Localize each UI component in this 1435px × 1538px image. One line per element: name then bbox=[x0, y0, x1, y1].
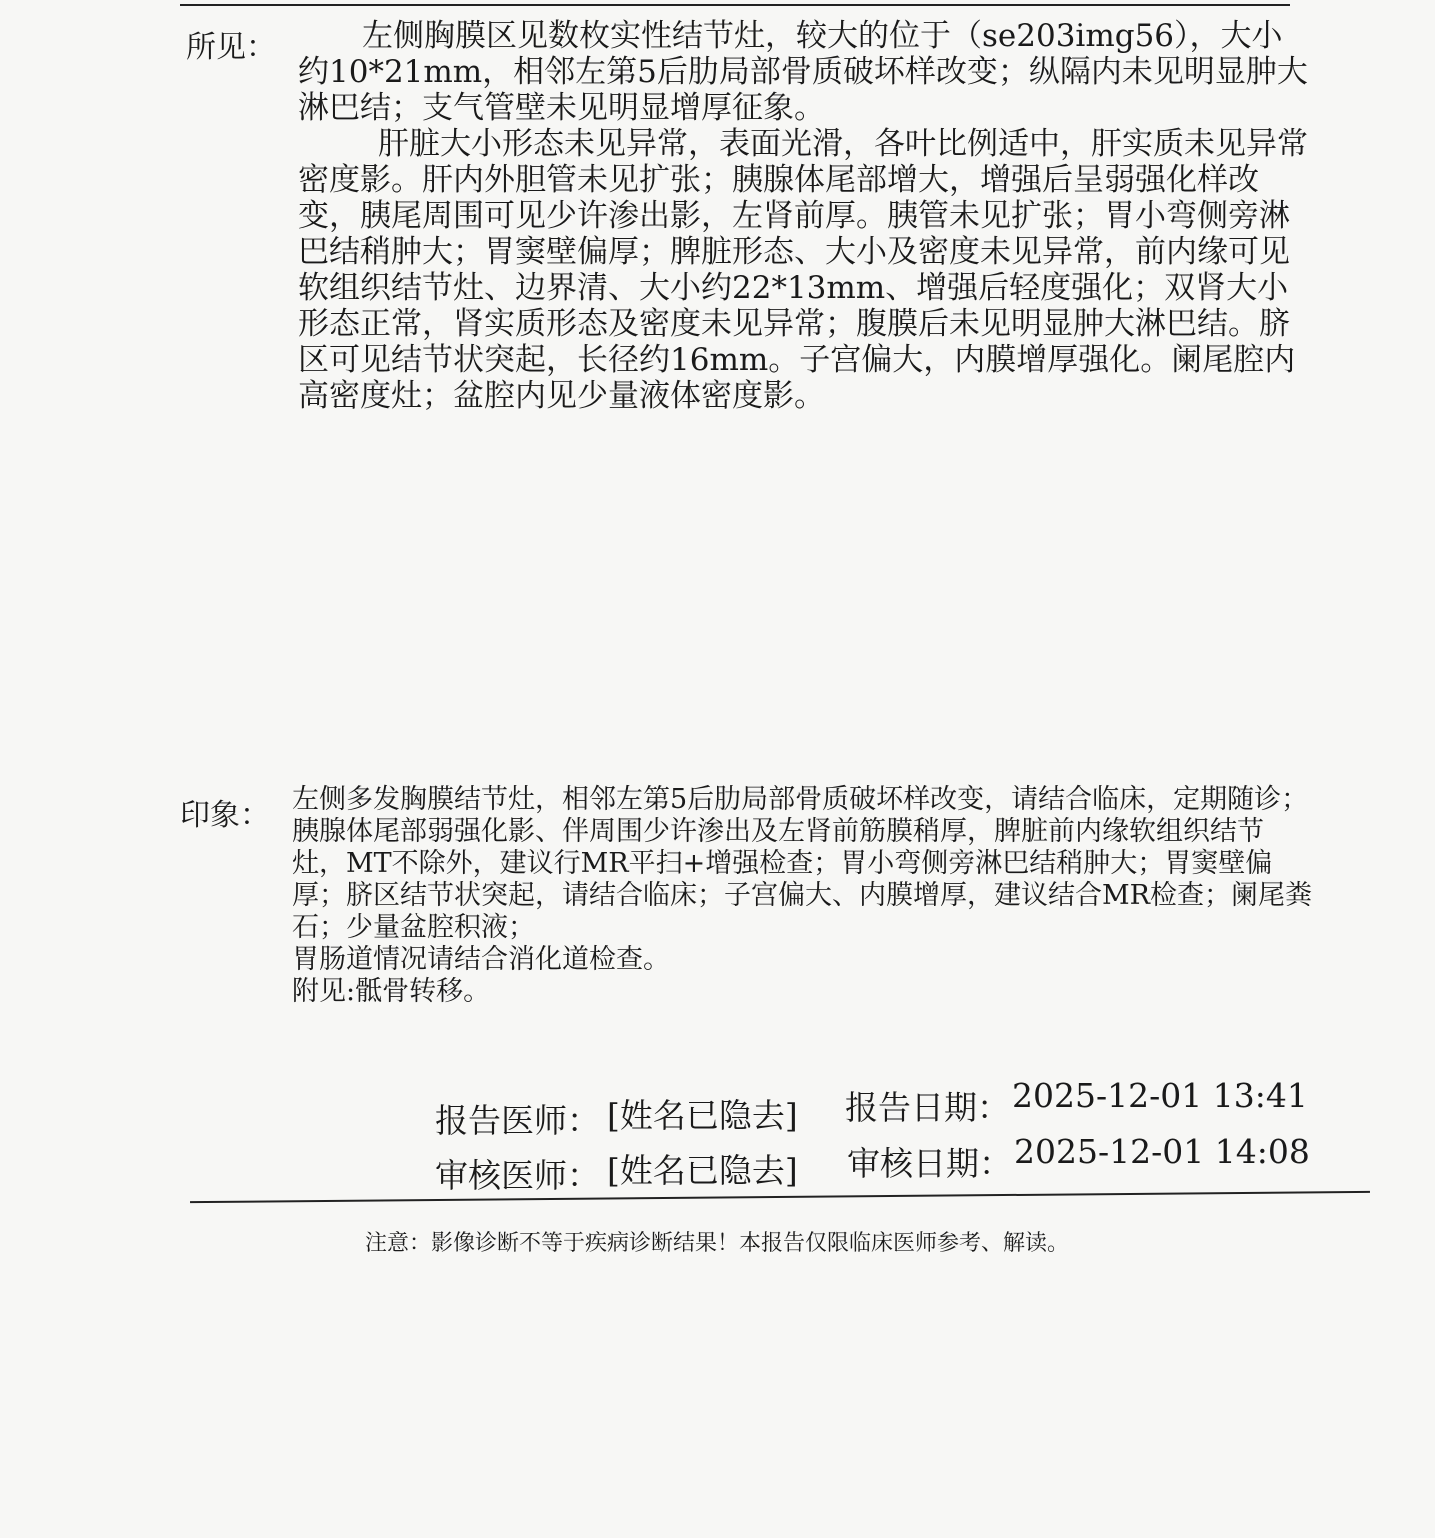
impression-block bbox=[292, 784, 1312, 1008]
disclaimer-notice: 注意：影像诊断不等于疾病诊断结果！本报告仅限临床医师参考、解读。 bbox=[365, 1231, 1070, 1256]
report-doctor-name: [姓名已隐去] bbox=[607, 1096, 798, 1135]
impression-item: 附见:骶骨转移。 bbox=[292, 976, 491, 1007]
impression-item: 胃肠道情况请结合消化道检查。 bbox=[292, 944, 670, 975]
impression-item: 左侧多发胸膜结节灶，相邻左第5后肋局部骨质破坏样改变，请结合临床，定期随诊； bbox=[292, 784, 1309, 815]
findings-paragraph-1: 左侧胸膜区见数枚实性结节灶，较大的位于（se203img56），大小约10*21mm，相邻左第5后肋局部骨质破坏样改变；纵隔内未见明显肿大淋巴结；支气管壁未见明显增厚征象。 bbox=[298, 18, 1308, 126]
report-date: 2025-12-01 13:41 bbox=[1012, 1076, 1308, 1115]
review-doctor-name: [姓名已隐去] bbox=[607, 1151, 798, 1190]
impression-label: 印象： bbox=[180, 798, 270, 833]
review-date-label: 审核日期： bbox=[847, 1144, 1012, 1183]
report-date-label: 报告日期： bbox=[845, 1088, 1010, 1127]
review-date: 2025-12-01 14:08 bbox=[1014, 1132, 1310, 1171]
findings-label: 所见： bbox=[186, 30, 276, 65]
review-doctor-label: 审核医师： bbox=[435, 1156, 600, 1195]
impression-item: 胰腺体尾部弱强化影、伴周围少许渗出及左肾前筋膜稍厚，脾脏前内缘软组织结节灶，MT不除外，建议行MR平扫+增强检查；胃小弯侧旁淋巴结稍肿大；胃窦壁偏厚；脐区结节状突起，请结合临床；子宫偏大、内膜增厚，建议结合MR检查；阑尾粪石；少量盆腔积液； bbox=[292, 816, 1312, 943]
top-rule bbox=[180, 4, 1290, 6]
bottom-rule bbox=[190, 1191, 1370, 1203]
findings-paragraph-2: 肝脏大小形态未见异常，表面光滑，各叶比例适中，肝实质未见异常密度影。肝内外胆管未见扩张；胰腺体尾部增大，增强后呈弱强化样改变，胰尾周围可见少许渗出影，左肾前厚。胰管未见扩张；胃小弯侧旁淋巴结稍肿大；胃窦壁偏厚；脾脏形态、大小及密度未见异常，前内缘可见软组织结节灶、边界清、大小约22*13mm、增强后轻度强化；双肾大小形态正常，肾实质形态及密度未见异常；腹膜后未见明显肿大淋巴结。脐区可见结节状突起，长径约16mm。子宫偏大，内膜增厚强化。阑尾腔内高密度灶；盆腔内见少量液体密度影。 bbox=[298, 126, 1308, 414]
report-doctor-label: 报告医师： bbox=[435, 1101, 600, 1140]
